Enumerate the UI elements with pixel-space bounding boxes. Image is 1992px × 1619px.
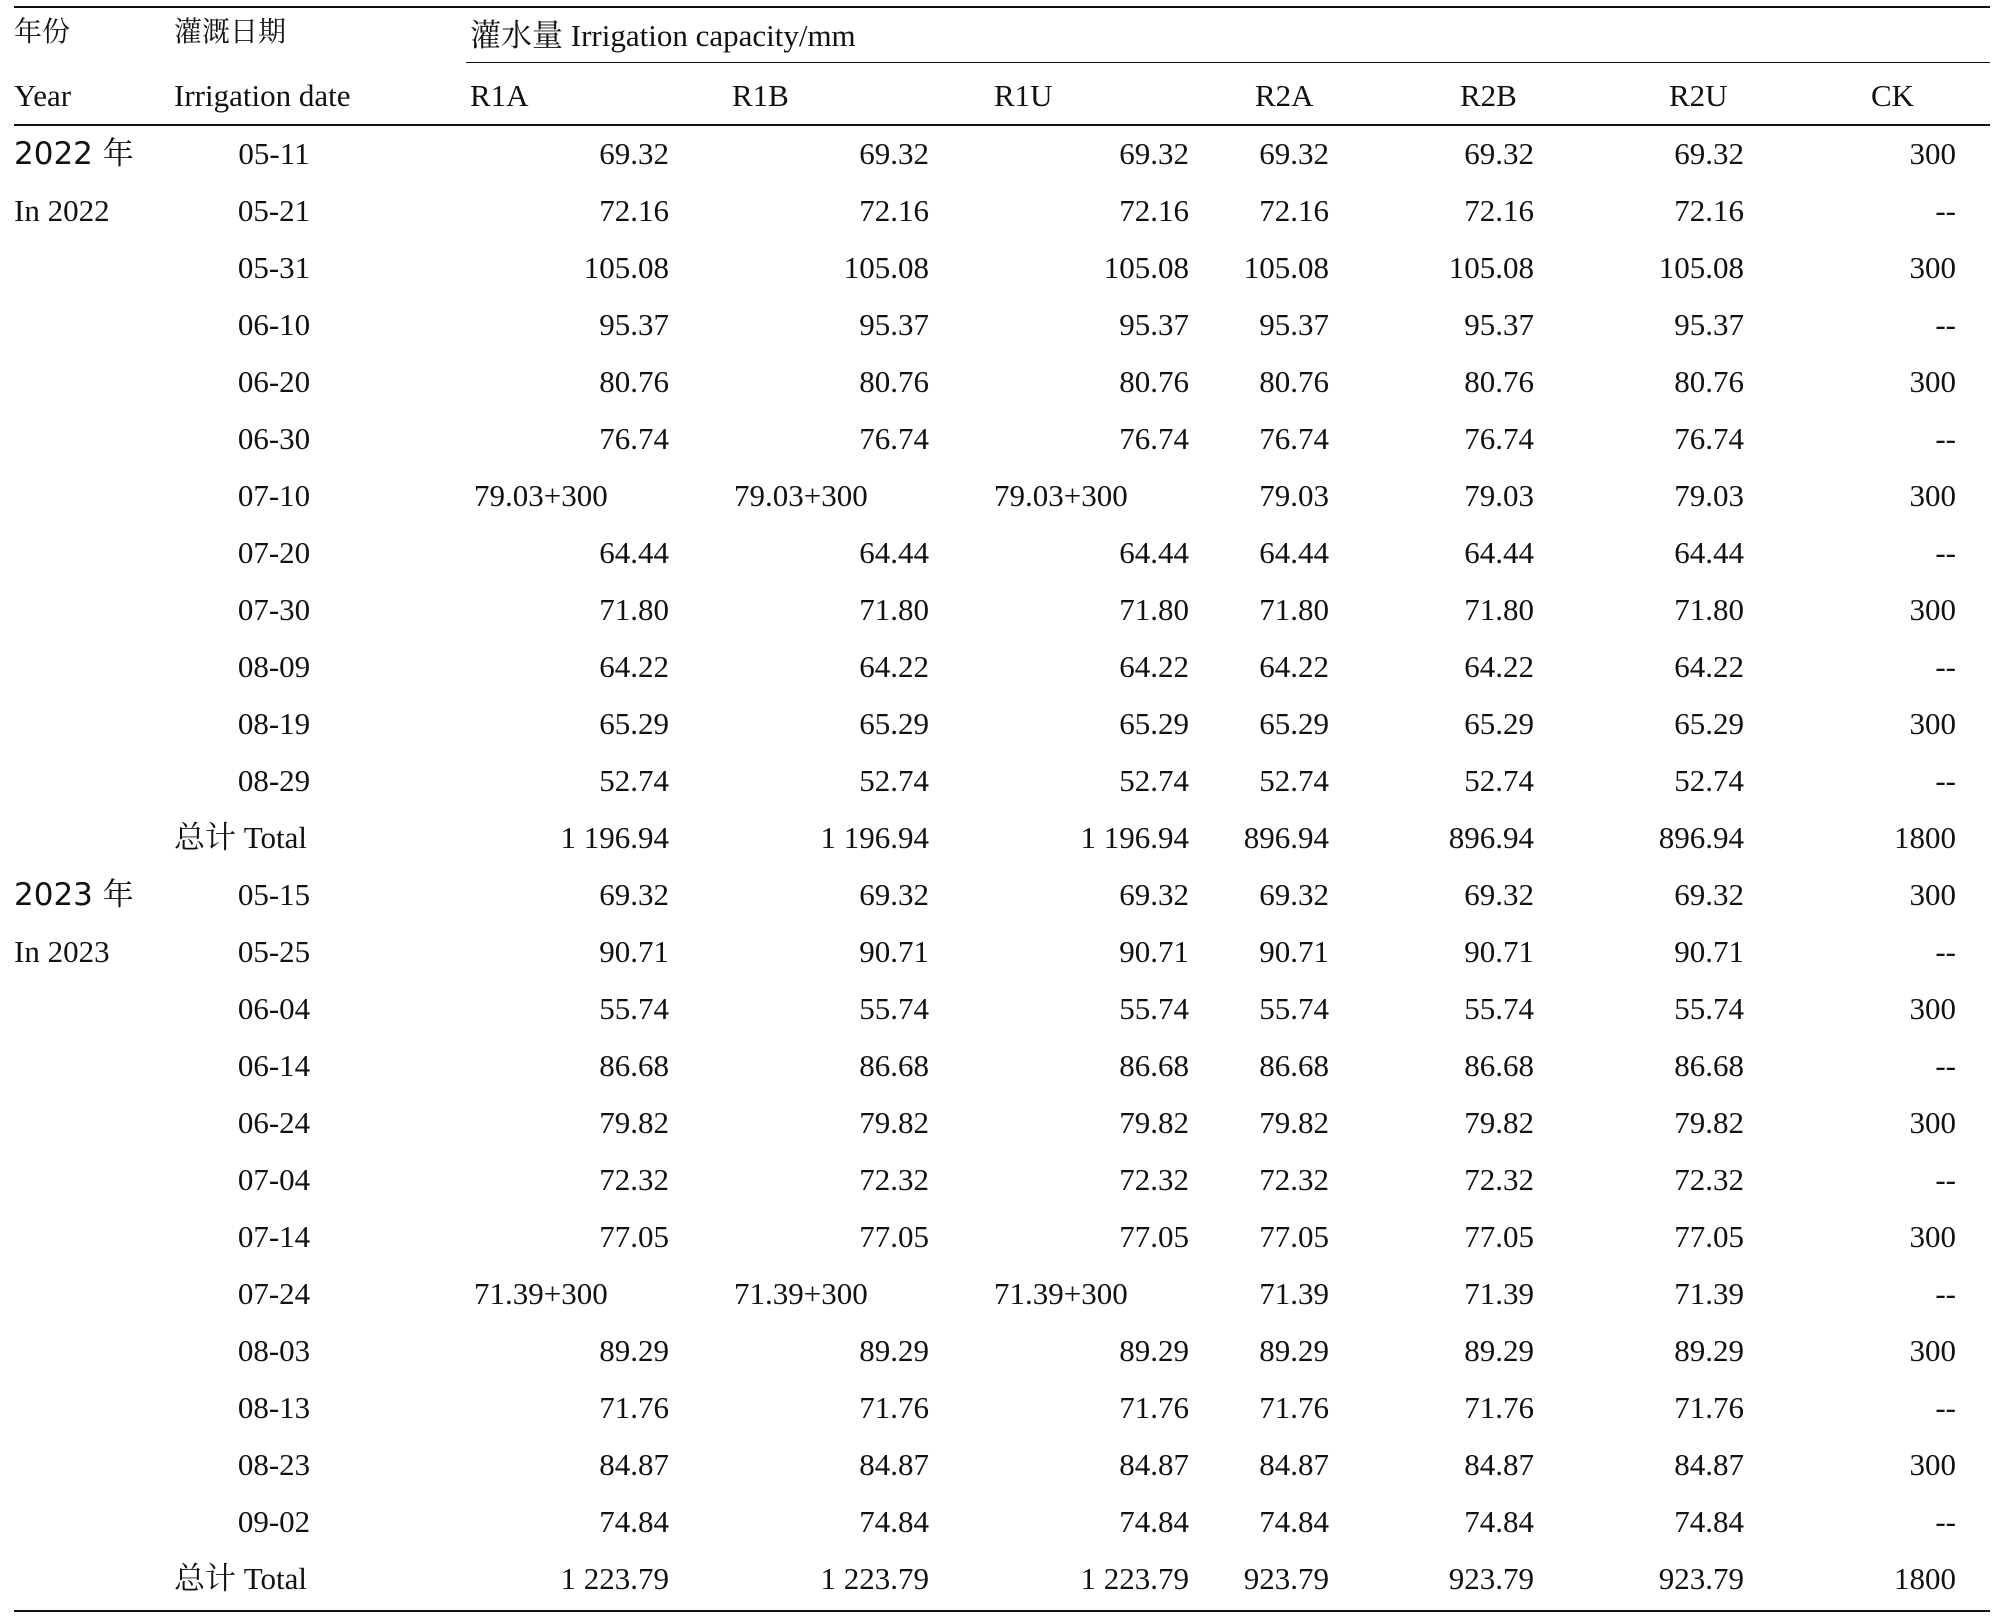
value-cell-r2a: 71.76: [1259, 1390, 1329, 1425]
value-cell-r1b: 84.87: [859, 1447, 929, 1482]
value-cell-r2a: 64.22: [1259, 649, 1329, 684]
value-cell-r2b: 69.32: [1464, 136, 1534, 171]
table-row: [14, 248, 1990, 305]
value-cell-r2b: 80.76: [1464, 364, 1534, 399]
value-cell-r1b: 89.29: [859, 1333, 929, 1368]
value-cell-r2u: 105.08: [1658, 250, 1744, 285]
table-row: [14, 1103, 1990, 1160]
value-cell-r2b: 64.22: [1464, 649, 1534, 684]
value-cell-r1b: 71.76: [859, 1390, 929, 1425]
value-cell-r2b: 79.82: [1464, 1105, 1534, 1140]
value-cell-r1b: 64.44: [859, 535, 929, 570]
value-cell-r2u: 71.80: [1674, 592, 1744, 627]
value-cell-r2b: 74.84: [1464, 1504, 1534, 1539]
value-cell-r1a: 52.74: [599, 763, 669, 798]
value-cell-r2a: 71.39: [1259, 1276, 1329, 1311]
table-row: [14, 533, 1990, 590]
value-cell-r2u: 89.29: [1674, 1333, 1744, 1368]
value-cell-r1b: 90.71: [859, 934, 929, 969]
value-cell-r2u: 76.74: [1674, 421, 1744, 456]
value-cell-ck: --: [1935, 1162, 1956, 1197]
table-row: [14, 761, 1990, 818]
value-cell-r1b: 71.39+300: [734, 1276, 868, 1311]
date-cell: 05-25: [237, 934, 311, 969]
value-cell-r2u: 84.87: [1674, 1447, 1744, 1482]
value-cell-r1a: 74.84: [599, 1504, 669, 1539]
table-total-row: [14, 818, 1990, 875]
value-cell-r2b: 105.08: [1448, 250, 1534, 285]
date-cell: 06-04: [237, 991, 311, 1026]
value-cell-r1b: 95.37: [859, 307, 929, 342]
value-cell-r1b: 52.74: [859, 763, 929, 798]
value-cell-ck: --: [1935, 934, 1956, 969]
value-cell-r1u: 69.32: [1119, 136, 1189, 171]
value-cell-r2u: 923.79: [1658, 1561, 1744, 1596]
value-cell-r2u: 71.76: [1674, 1390, 1744, 1425]
date-cell: 07-30: [237, 592, 311, 627]
value-cell-r1b: 55.74: [859, 991, 929, 1026]
value-cell-r1b: 69.32: [859, 136, 929, 171]
value-cell-r1u: 71.39+300: [994, 1276, 1128, 1311]
value-cell-r1a: 79.03+300: [474, 478, 608, 513]
value-cell-r1a: 71.76: [599, 1390, 669, 1425]
value-cell-r2a: 896.94: [1243, 820, 1329, 855]
value-cell-r1u: 71.80: [1119, 592, 1189, 627]
value-cell-r1u: 95.37: [1119, 307, 1189, 342]
table-row: [14, 362, 1990, 419]
table-row: [14, 1274, 1990, 1331]
value-cell-ck: --: [1935, 307, 1956, 342]
table-row: [14, 647, 1990, 704]
header-bottom-rule: [14, 124, 1990, 126]
value-cell-r1b: 105.08: [843, 250, 929, 285]
value-cell-r2a: 69.32: [1259, 136, 1329, 171]
value-cell-r1u: 89.29: [1119, 1333, 1189, 1368]
value-cell-r1a: 72.32: [599, 1162, 669, 1197]
date-cell: 06-10: [237, 307, 311, 342]
header-date-en: Irrigation date: [174, 78, 351, 113]
value-cell-ck: --: [1935, 421, 1956, 456]
value-cell-r2b: 77.05: [1464, 1219, 1534, 1254]
value-cell-r2u: 80.76: [1674, 364, 1744, 399]
value-cell-r1a: 71.39+300: [474, 1276, 608, 1311]
value-cell-r2u: 95.37: [1674, 307, 1744, 342]
value-cell-r2a: 923.79: [1243, 1561, 1329, 1596]
date-cell: 09-02: [237, 1504, 311, 1539]
value-cell-ck: --: [1935, 1048, 1956, 1083]
value-cell-r1a: 90.71: [599, 934, 669, 969]
column-header-r2b: R2B: [1460, 78, 1517, 113]
value-cell-r2a: 71.80: [1259, 592, 1329, 627]
table-row: [14, 1046, 1990, 1103]
value-cell-ck: --: [1935, 193, 1956, 228]
date-cell: 07-14: [237, 1219, 311, 1254]
date-cell: 08-29: [237, 763, 311, 798]
value-cell-r1a: 95.37: [599, 307, 669, 342]
date-cell: 07-10: [237, 478, 311, 513]
value-cell-ck: 300: [1909, 706, 1956, 741]
value-cell-r1u: 65.29: [1119, 706, 1189, 741]
value-cell-ck: --: [1935, 535, 1956, 570]
date-cell: 08-09: [237, 649, 311, 684]
value-cell-r2b: 52.74: [1464, 763, 1534, 798]
value-cell-r2u: 79.03: [1674, 478, 1744, 513]
value-cell-r1a: 77.05: [599, 1219, 669, 1254]
value-cell-r2a: 69.32: [1259, 877, 1329, 912]
value-cell-r2a: 74.84: [1259, 1504, 1329, 1539]
table-row: [14, 305, 1990, 362]
value-cell-r1u: 80.76: [1119, 364, 1189, 399]
value-cell-r2u: 72.32: [1674, 1162, 1744, 1197]
value-cell-ck: 300: [1909, 877, 1956, 912]
value-cell-r2b: 76.74: [1464, 421, 1534, 456]
value-cell-r2b: 65.29: [1464, 706, 1534, 741]
table-row: [14, 1502, 1990, 1559]
table-row: [14, 932, 1990, 989]
value-cell-r1a: 76.74: [599, 421, 669, 456]
value-cell-r2a: 86.68: [1259, 1048, 1329, 1083]
total-label: 总计 Total: [174, 820, 308, 855]
value-cell-r1u: 64.22: [1119, 649, 1189, 684]
column-header-r1u: R1U: [994, 78, 1053, 113]
value-cell-r1b: 72.32: [859, 1162, 929, 1197]
value-cell-r2a: 95.37: [1259, 307, 1329, 342]
value-cell-r2b: 84.87: [1464, 1447, 1534, 1482]
date-cell: 07-20: [237, 535, 311, 570]
value-cell-r2b: 71.76: [1464, 1390, 1534, 1425]
value-cell-r2a: 105.08: [1243, 250, 1329, 285]
value-cell-r2b: 71.80: [1464, 592, 1534, 627]
value-cell-r1a: 65.29: [599, 706, 669, 741]
column-header-ck: CK: [1871, 78, 1915, 113]
value-cell-r2b: 86.68: [1464, 1048, 1534, 1083]
header-capacity-label: 灌水量 Irrigation capacity/mm: [470, 18, 856, 53]
table-top-rule: [14, 6, 1990, 8]
value-cell-r1a: 64.44: [599, 535, 669, 570]
value-cell-r1u: 77.05: [1119, 1219, 1189, 1254]
value-cell-r1a: 84.87: [599, 1447, 669, 1482]
value-cell-r1a: 1 223.79: [560, 1561, 669, 1596]
table-body: [14, 134, 1990, 1616]
value-cell-r2a: 72.32: [1259, 1162, 1329, 1197]
value-cell-ck: 300: [1909, 136, 1956, 171]
value-cell-r2b: 95.37: [1464, 307, 1534, 342]
value-cell-r1u: 79.03+300: [994, 478, 1128, 513]
value-cell-r2b: 90.71: [1464, 934, 1534, 969]
date-cell: 06-20: [237, 364, 311, 399]
value-cell-r2b: 72.32: [1464, 1162, 1534, 1197]
table-row: [14, 1445, 1990, 1502]
value-cell-r2u: 77.05: [1674, 1219, 1744, 1254]
value-cell-r1a: 64.22: [599, 649, 669, 684]
value-cell-r2u: 72.16: [1674, 193, 1744, 228]
year-cell: In 2023: [14, 934, 110, 969]
value-cell-r1a: 72.16: [599, 193, 669, 228]
value-cell-ck: 300: [1909, 1447, 1956, 1482]
year-cell: In 2022: [14, 193, 110, 228]
value-cell-r2a: 79.82: [1259, 1105, 1329, 1140]
value-cell-r2b: 64.44: [1464, 535, 1534, 570]
table-row: [14, 704, 1990, 761]
value-cell-r2u: 79.82: [1674, 1105, 1744, 1140]
table-row: [14, 476, 1990, 533]
value-cell-r1u: 79.82: [1119, 1105, 1189, 1140]
value-cell-r1b: 77.05: [859, 1219, 929, 1254]
table-row: [14, 875, 1990, 932]
value-cell-r2a: 77.05: [1259, 1219, 1329, 1254]
value-cell-r1a: 1 196.94: [560, 820, 669, 855]
header-year-zh: 年份: [14, 15, 71, 48]
value-cell-r1a: 55.74: [599, 991, 669, 1026]
value-cell-ck: 300: [1909, 1105, 1956, 1140]
total-label: 总计 Total: [174, 1561, 308, 1596]
header-sub-rule: [466, 62, 1990, 63]
value-cell-r2u: 90.71: [1674, 934, 1744, 969]
date-cell: 05-21: [237, 193, 311, 228]
date-cell: 08-19: [237, 706, 311, 741]
date-cell: 05-31: [237, 250, 311, 285]
value-cell-r1b: 79.82: [859, 1105, 929, 1140]
value-cell-r1b: 1 196.94: [820, 820, 929, 855]
value-cell-r2b: 71.39: [1464, 1276, 1534, 1311]
table-row: [14, 191, 1990, 248]
value-cell-r1b: 79.03+300: [734, 478, 868, 513]
value-cell-r1b: 76.74: [859, 421, 929, 456]
value-cell-r1b: 72.16: [859, 193, 929, 228]
value-cell-r2a: 65.29: [1259, 706, 1329, 741]
date-cell: 08-13: [237, 1390, 311, 1425]
date-cell: 07-04: [237, 1162, 311, 1197]
value-cell-r2u: 74.84: [1674, 1504, 1744, 1539]
value-cell-r2u: 896.94: [1658, 820, 1744, 855]
table-row: [14, 1331, 1990, 1388]
value-cell-ck: 300: [1909, 1219, 1956, 1254]
value-cell-ck: --: [1935, 1504, 1956, 1539]
value-cell-r1b: 69.32: [859, 877, 929, 912]
value-cell-r1b: 71.80: [859, 592, 929, 627]
value-cell-r1a: 79.82: [599, 1105, 669, 1140]
value-cell-r1b: 74.84: [859, 1504, 929, 1539]
value-cell-r1a: 69.32: [599, 877, 669, 912]
value-cell-r2b: 69.32: [1464, 877, 1534, 912]
date-cell: 06-14: [237, 1048, 311, 1083]
value-cell-r2a: 52.74: [1259, 763, 1329, 798]
column-header-r2u: R2U: [1669, 78, 1728, 113]
value-cell-r2u: 64.44: [1674, 535, 1744, 570]
value-cell-r2u: 64.22: [1674, 649, 1744, 684]
value-cell-r1u: 72.32: [1119, 1162, 1189, 1197]
value-cell-r1b: 65.29: [859, 706, 929, 741]
value-cell-r1u: 76.74: [1119, 421, 1189, 456]
value-cell-ck: --: [1935, 1390, 1956, 1425]
value-cell-r1a: 105.08: [583, 250, 669, 285]
value-cell-r1u: 90.71: [1119, 934, 1189, 969]
value-cell-r1u: 64.44: [1119, 535, 1189, 570]
value-cell-r2u: 86.68: [1674, 1048, 1744, 1083]
value-cell-ck: 1800: [1894, 1561, 1956, 1596]
value-cell-r1u: 105.08: [1103, 250, 1189, 285]
irrigation-table: [14, 0, 1992, 1619]
value-cell-r1u: 55.74: [1119, 991, 1189, 1026]
column-header-r1b: R1B: [732, 78, 789, 113]
column-header-r2a: R2A: [1255, 78, 1314, 113]
column-header-r1a: R1A: [470, 78, 529, 113]
value-cell-r1a: 69.32: [599, 136, 669, 171]
date-cell: 06-24: [237, 1105, 311, 1140]
value-cell-r2a: 89.29: [1259, 1333, 1329, 1368]
value-cell-r1a: 89.29: [599, 1333, 669, 1368]
value-cell-r1u: 86.68: [1119, 1048, 1189, 1083]
value-cell-r2a: 64.44: [1259, 535, 1329, 570]
table-row: [14, 419, 1990, 476]
value-cell-ck: 300: [1909, 364, 1956, 399]
value-cell-r1b: 1 223.79: [820, 1561, 929, 1596]
value-cell-r2a: 90.71: [1259, 934, 1329, 969]
value-cell-r2a: 76.74: [1259, 421, 1329, 456]
value-cell-r1a: 71.80: [599, 592, 669, 627]
value-cell-r2b: 923.79: [1448, 1561, 1534, 1596]
date-cell: 07-24: [237, 1276, 311, 1311]
value-cell-r2b: 79.03: [1464, 478, 1534, 513]
value-cell-ck: --: [1935, 649, 1956, 684]
table-row: [14, 989, 1990, 1046]
value-cell-r1a: 86.68: [599, 1048, 669, 1083]
date-cell: 08-23: [237, 1447, 311, 1482]
value-cell-r1u: 74.84: [1119, 1504, 1189, 1539]
year-cell: 2022 年: [14, 136, 134, 172]
value-cell-r1u: 52.74: [1119, 763, 1189, 798]
value-cell-ck: 1800: [1894, 820, 1956, 855]
value-cell-r2u: 65.29: [1674, 706, 1744, 741]
value-cell-r2u: 71.39: [1674, 1276, 1744, 1311]
value-cell-r2u: 52.74: [1674, 763, 1744, 798]
value-cell-r2a: 80.76: [1259, 364, 1329, 399]
value-cell-r1b: 80.76: [859, 364, 929, 399]
year-cell: 2023 年: [14, 877, 134, 913]
value-cell-r1u: 1 223.79: [1080, 1561, 1189, 1596]
value-cell-r2b: 55.74: [1464, 991, 1534, 1026]
value-cell-ck: 300: [1909, 250, 1956, 285]
date-cell: 05-11: [238, 136, 310, 171]
date-cell: 08-03: [237, 1333, 311, 1368]
value-cell-ck: 300: [1909, 478, 1956, 513]
value-cell-r2u: 69.32: [1674, 877, 1744, 912]
value-cell-r2u: 55.74: [1674, 991, 1744, 1026]
value-cell-r2b: 72.16: [1464, 193, 1534, 228]
header-year-en: Year: [14, 78, 72, 113]
value-cell-ck: 300: [1909, 1333, 1956, 1368]
value-cell-r2b: 89.29: [1464, 1333, 1534, 1368]
value-cell-r2b: 896.94: [1448, 820, 1534, 855]
value-cell-ck: 300: [1909, 991, 1956, 1026]
value-cell-r1b: 86.68: [859, 1048, 929, 1083]
table-bottom-rule: [14, 1610, 1990, 1612]
value-cell-r1u: 72.16: [1119, 193, 1189, 228]
table-row: [14, 1388, 1990, 1445]
value-cell-r2a: 79.03: [1259, 478, 1329, 513]
value-cell-r1u: 69.32: [1119, 877, 1189, 912]
value-cell-r1u: 1 196.94: [1080, 820, 1189, 855]
table-row: [14, 134, 1990, 191]
table-total-row: [14, 1559, 1990, 1616]
value-cell-r1a: 80.76: [599, 364, 669, 399]
table-row: [14, 590, 1990, 647]
value-cell-ck: 300: [1909, 592, 1956, 627]
date-cell: 06-30: [237, 421, 311, 456]
date-cell: 05-15: [237, 877, 311, 912]
header-date-zh: 灌溉日期: [174, 15, 287, 48]
value-cell-r1u: 84.87: [1119, 1447, 1189, 1482]
table-row: [14, 1217, 1990, 1274]
value-cell-r2u: 69.32: [1674, 136, 1744, 171]
value-cell-ck: --: [1935, 1276, 1956, 1311]
table-row: [14, 1160, 1990, 1217]
value-cell-r2a: 72.16: [1259, 193, 1329, 228]
value-cell-ck: --: [1935, 763, 1956, 798]
value-cell-r2a: 84.87: [1259, 1447, 1329, 1482]
value-cell-r2a: 55.74: [1259, 991, 1329, 1026]
value-cell-r1b: 64.22: [859, 649, 929, 684]
value-cell-r1u: 71.76: [1119, 1390, 1189, 1425]
